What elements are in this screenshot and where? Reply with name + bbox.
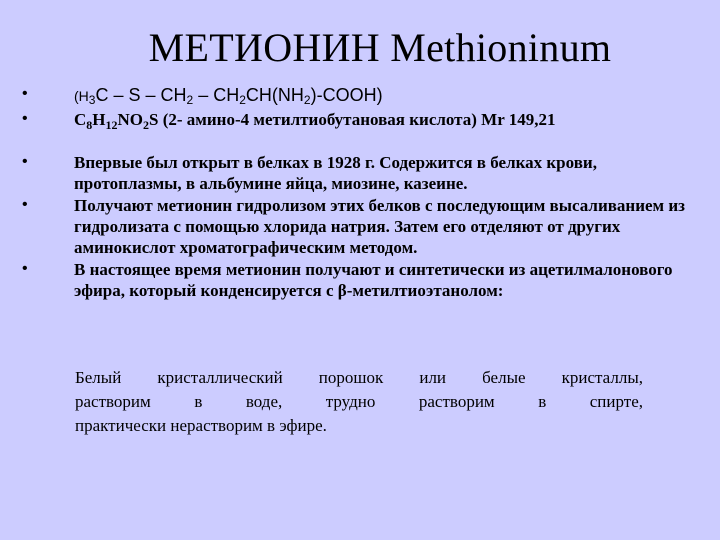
paragraph-text: Получают метионин гидролизом этих белков с последующим высаливанием из гидролизата с помощью хлорида натрия. Затем его отделяют от других аминокислот хроматографическим методом. bbox=[74, 196, 686, 257]
bullet-icon: • bbox=[22, 153, 28, 170]
bullet-icon: • bbox=[22, 260, 28, 277]
slide-title: МЕТИОНИН Methioninum bbox=[148, 25, 612, 70]
paragraph-item-synthesis bbox=[22, 259, 694, 301]
description-line: Белый кристаллический порошок или белые кристаллы, bbox=[75, 368, 643, 387]
description-line: практически нерастворим в эфире. bbox=[75, 416, 327, 435]
molecular-formula-item bbox=[22, 109, 555, 131]
bullet-icon: • bbox=[22, 196, 28, 213]
paragraph-item-discovery bbox=[22, 152, 694, 194]
description-line: растворим в воде, трудно растворим в спирте, bbox=[75, 392, 643, 411]
structural-formula: ($H_3C$ – S – $CH_2$ – $CH_2CH(NH_2)-COOH$) bbox=[74, 85, 383, 107]
molecular-formula: $C_8H_{12}NO_2S$ (2- амино-4 метилтиобутановая кислота) Mr 149,21 bbox=[74, 110, 556, 132]
bullet-icon: • bbox=[22, 110, 28, 127]
paragraph-item-production bbox=[22, 195, 694, 258]
paragraph-text: Впервые был открыт в белках в 1928 г. Содержится в белках крови, протоплазмы, в альбумине яйца, миозине, казеине. bbox=[74, 153, 597, 193]
paragraph-text: В настоящее время метионин получают и синтетически из ацетилмалонового эфира, который конденсируется с β-метилтиоэтанолом: bbox=[74, 260, 673, 300]
bullet-icon: • bbox=[22, 85, 28, 102]
structural-formula-item bbox=[22, 84, 383, 107]
description-block bbox=[75, 366, 643, 438]
